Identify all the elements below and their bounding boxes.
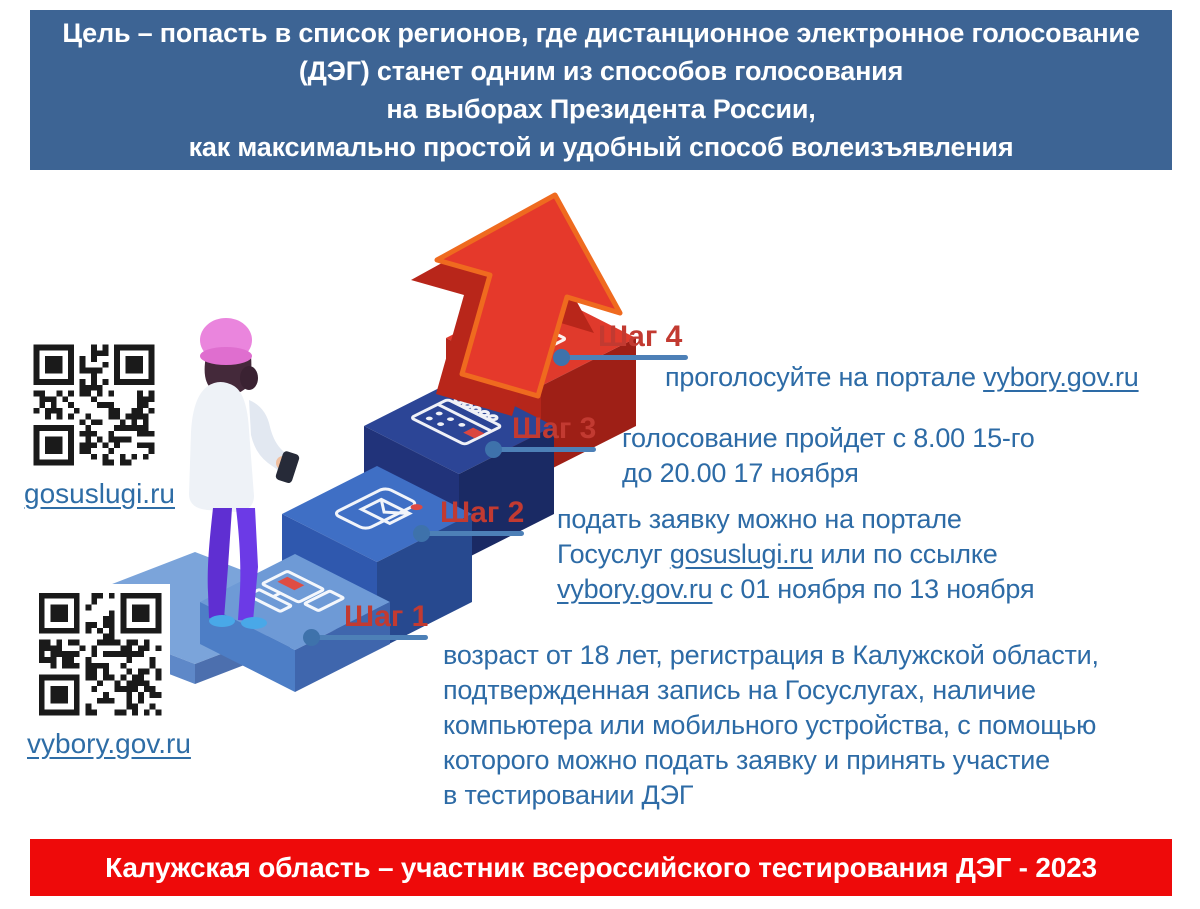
step-4-label: Шаг 4: [598, 320, 683, 353]
text-segment: в тестировании ДЭГ: [443, 780, 694, 810]
text-segment: Госуслуг: [557, 539, 670, 569]
step-2-label: Шаг 2: [440, 496, 525, 529]
step-3-tag: [488, 413, 596, 452]
text-line: [557, 502, 1034, 537]
step-4-description: [665, 360, 1139, 395]
text-line: [665, 360, 1139, 395]
connector-dot: [303, 629, 320, 646]
text-line: [622, 456, 1035, 491]
text-line: [443, 638, 1099, 673]
qr-block-gosuslugi: [24, 336, 175, 510]
step-1-tag: [306, 601, 428, 640]
step-2-connector-line: [416, 531, 524, 536]
goal-banner-line: как максимально простой и удобный способ волеизъявления: [188, 132, 1014, 162]
vybory-link[interactable]: vybory.gov.ru: [557, 574, 713, 604]
connector-dot: [413, 525, 430, 542]
qr-code-gosuslugi: [25, 336, 163, 474]
vybory-qr-link[interactable]: vybory.gov.ru: [27, 728, 191, 759]
footer-banner-text: Калужская область – участник всероссийского тестирования ДЭГ - 2023: [105, 851, 1097, 883]
qr-block-vybory: [27, 584, 191, 760]
qr-code-vybory: [30, 584, 170, 724]
text-line: [443, 708, 1099, 743]
step-4-tag: [556, 321, 688, 360]
step-2-tag: [416, 497, 524, 536]
step-3-label: Шаг 3: [512, 412, 597, 445]
text-line: [622, 421, 1035, 456]
step-1-label: Шаг 1: [344, 600, 429, 633]
gosuslugi-link[interactable]: gosuslugi.ru: [669, 539, 814, 569]
text-segment: возраст от 18 лет, регистрация в Калужской области,: [443, 640, 1099, 670]
footer-banner: [30, 839, 1172, 896]
vybory-link[interactable]: vybory.gov.ru: [983, 362, 1139, 392]
step-3-description: [622, 421, 1035, 491]
text-segment: подать заявку можно на портале: [557, 504, 962, 534]
connector-dot: [485, 441, 502, 458]
step-2-description: [557, 502, 1034, 607]
text-segment: которого можно подать заявку и принять участие: [443, 745, 1050, 775]
connector-dot: [553, 349, 570, 366]
step-1-description: [443, 638, 1099, 813]
goal-banner-line: Цель – попасть в список регионов, где дистанционное электронное голосование: [62, 18, 1140, 48]
text-line: [557, 572, 1034, 607]
step-1-connector-line: [306, 635, 428, 640]
step-3-connector-line: [488, 447, 596, 452]
text-segment: проголосуйте на портале: [665, 362, 984, 392]
text-segment: подтвержденная запись на Госуслугах, наличие: [443, 675, 1036, 705]
text-segment: голосование пройдет с 8.00 15-го: [622, 423, 1035, 453]
text-segment: до 20.00 17 ноября: [622, 458, 859, 488]
text-line: [557, 537, 1034, 572]
goal-banner-line: (ДЭГ) станет одним из способов голосования: [298, 56, 904, 86]
gosuslugi-qr-link[interactable]: gosuslugi.ru: [24, 478, 175, 509]
text-segment: с 01 ноября по 13 ноября: [712, 574, 1035, 604]
text-line: [443, 778, 1099, 813]
text-line: [443, 743, 1099, 778]
text-line: [443, 673, 1099, 708]
goal-banner-line: на выборах Президента России,: [386, 94, 816, 124]
goal-banner: [30, 10, 1172, 170]
text-segment: компьютера или мобильного устройства, с помощью: [443, 710, 1097, 740]
text-segment: или по ссылке: [813, 539, 998, 569]
